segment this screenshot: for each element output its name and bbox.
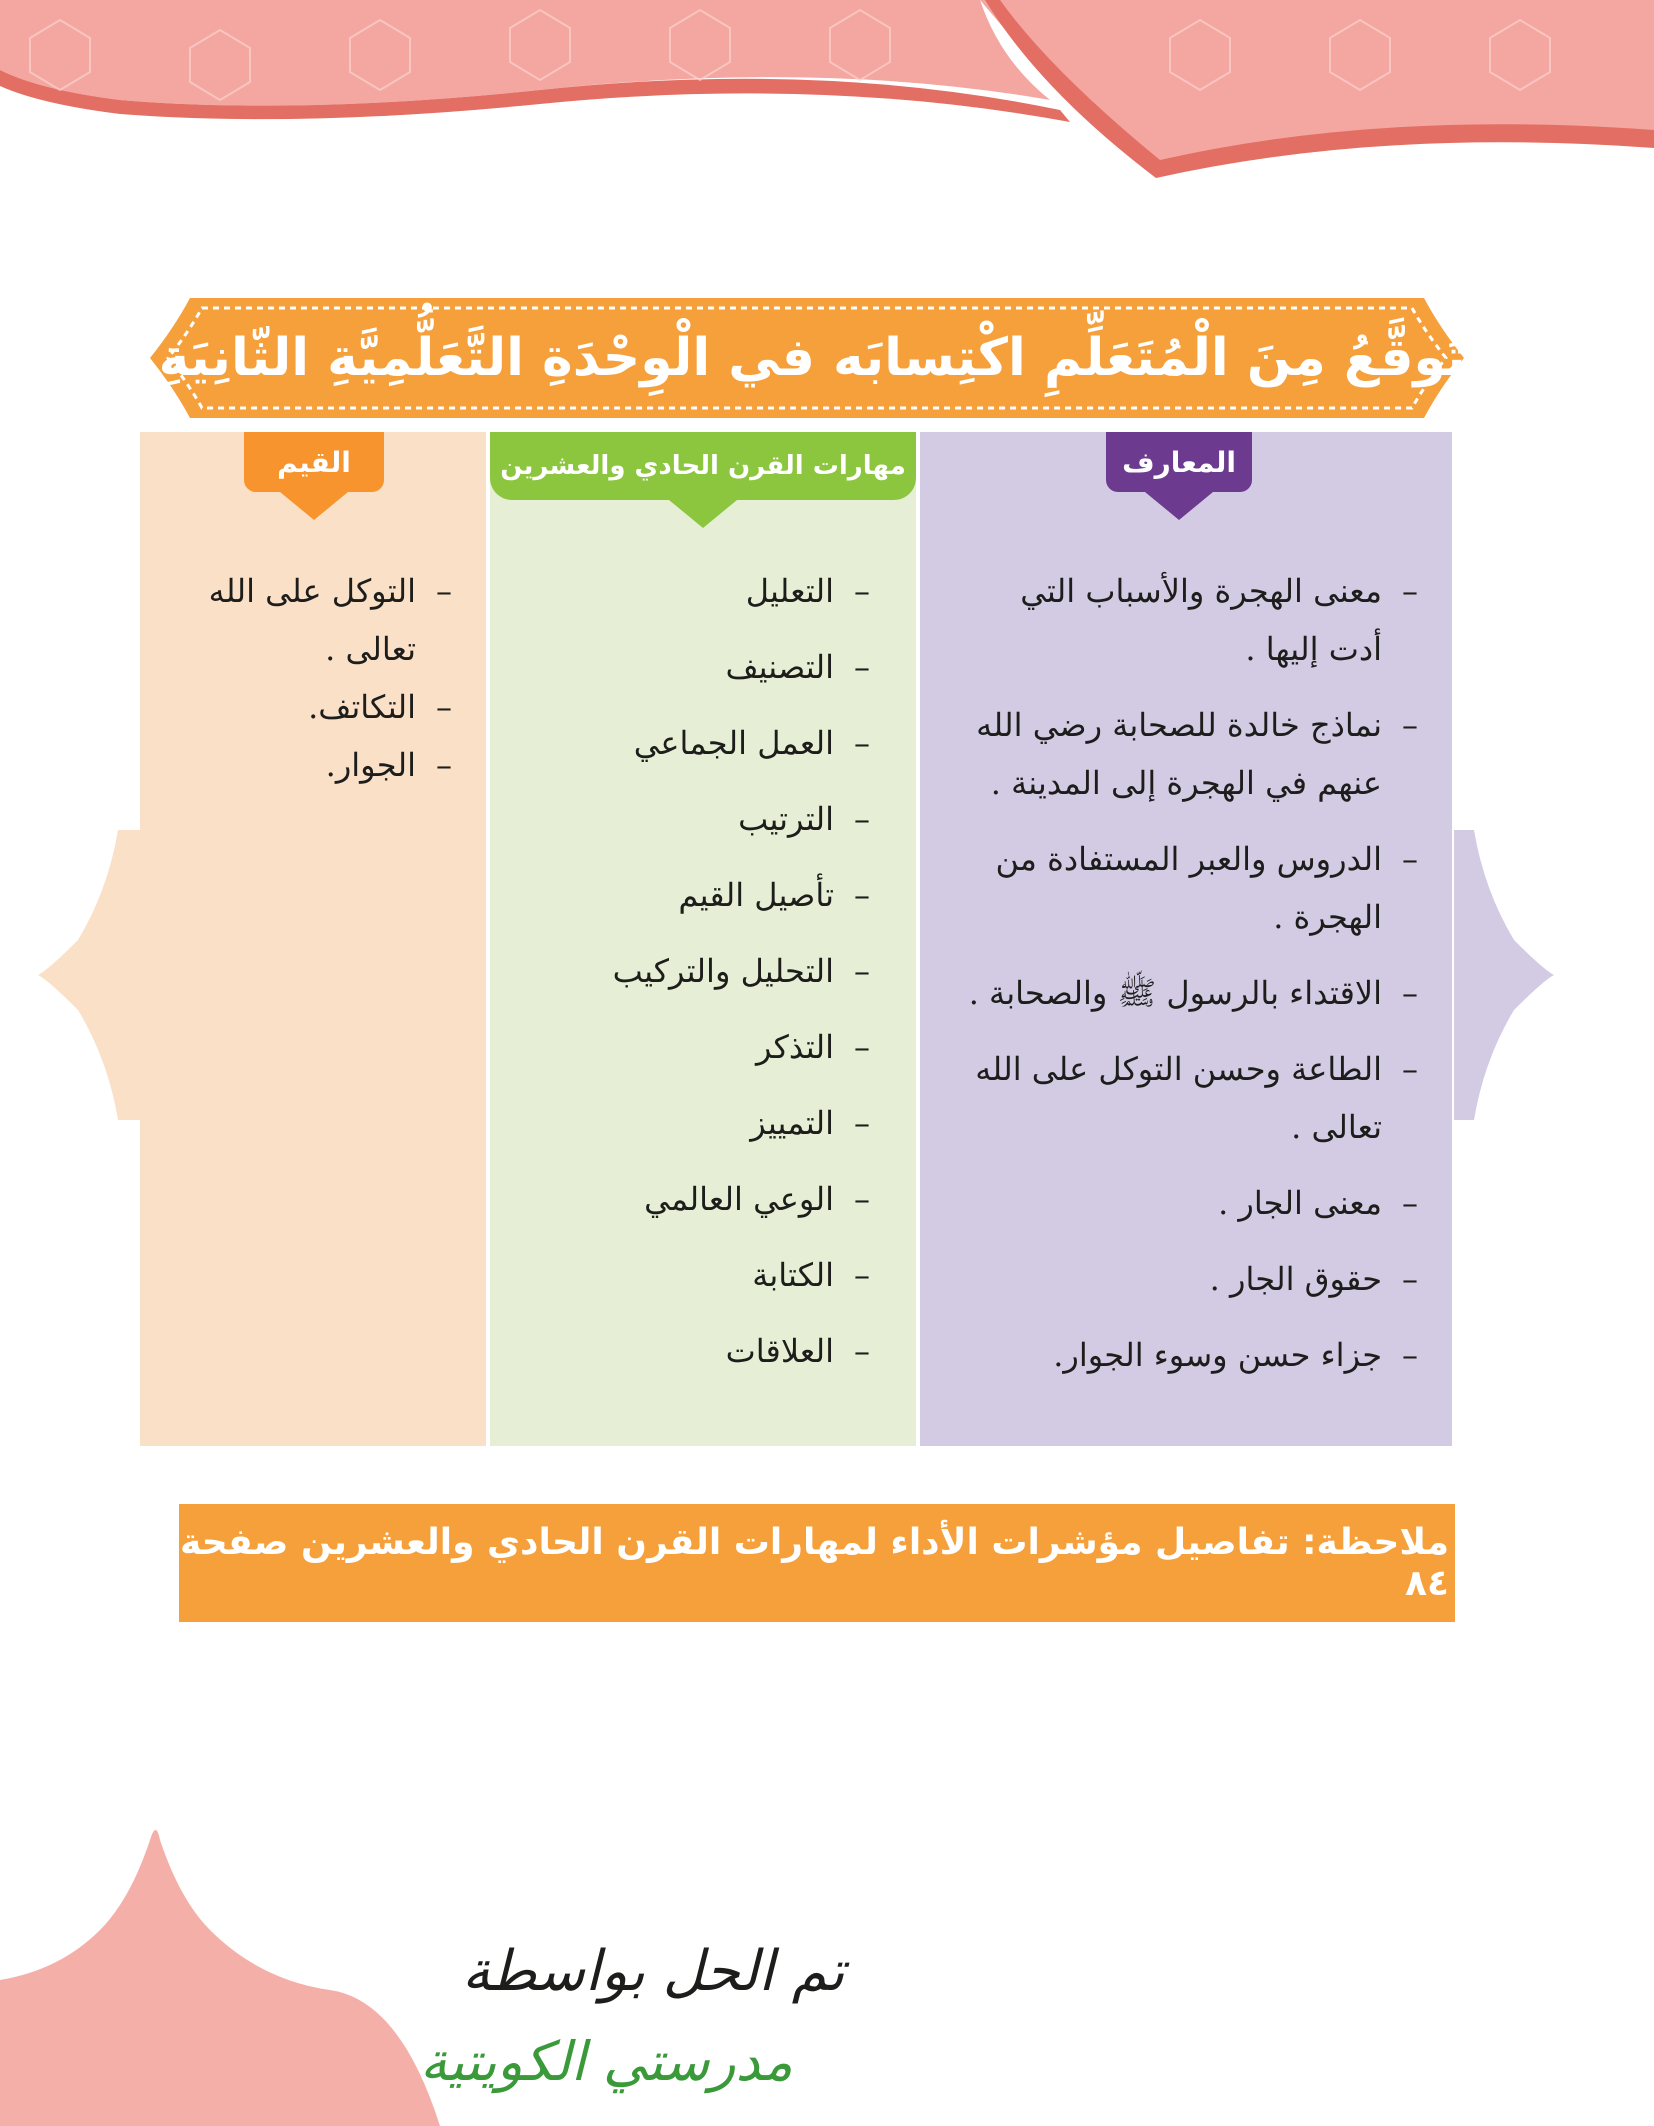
page-title: ما يُتَوقَّعُ مِنَ الْمُتَعَلِّمِ اكْتِسابَه في الْوِحْدَةِ التَّعَلُّمِيَّةِ الثّانِيَةِ ٢.١: [57, 328, 1557, 388]
list-item: – التوكل على الله تعالى .: [208, 572, 452, 668]
right-side-ornament: [1454, 830, 1554, 1120]
list-item: – الدروس والعبر المستفادة من الهجرة .: [995, 840, 1418, 936]
watermark-line1: تم الحل بواسطة: [462, 1939, 845, 2004]
solved-by-watermark: [0, 1820, 845, 2126]
watermark-line2: مدرستي الكويتية: [420, 2030, 793, 2093]
list-item: – معنى الهجرة والأسباب التي أدت إليها .: [1020, 572, 1418, 668]
list-item: – حقوق الجار .: [1209, 1260, 1418, 1298]
list-item: – تأصيل القيم: [678, 876, 870, 914]
knowledge-column: [920, 432, 1452, 1446]
list-item: – التمييز: [750, 1104, 870, 1142]
top-pattern-banner: [0, 0, 1654, 230]
dome-shape-icon: [0, 1830, 440, 2126]
note-text: ملاحظة: تفاصيل مؤشرات الأداء لمهارات القرن الحادي والعشرين صفحة ٨٤: [179, 1522, 1449, 1604]
values-header: [244, 432, 384, 492]
skills-header-label: مهارات القرن الحادي والعشرين: [500, 451, 906, 481]
list-item: – التعليل: [745, 572, 870, 610]
list-item: – الاقتداء بالرسول ﷺ والصحابة .: [968, 974, 1418, 1012]
knowledge-header-label: المعارف: [1122, 445, 1236, 479]
knowledge-header: [1106, 432, 1252, 492]
list-item: – العمل الجماعي: [633, 724, 870, 762]
list-item: – الطاعة وحسن التوكل على الله تعالى .: [975, 1050, 1418, 1146]
skills-list: [510, 562, 870, 1398]
list-item: – التصنيف: [725, 648, 870, 686]
list-item: – الوعي العالمي: [644, 1180, 870, 1218]
list-item: – التكاتف.: [308, 688, 452, 726]
values-header-label: القيم: [277, 445, 351, 479]
list-item: – التذكر: [756, 1028, 870, 1066]
list-item: – التحليل والتركيب: [612, 952, 870, 990]
list-item: – معنى الجار .: [1218, 1184, 1418, 1222]
skills-header: [490, 432, 916, 500]
values-list: [162, 562, 452, 794]
header-pointer: [280, 492, 348, 520]
list-item: – الجوار.: [325, 746, 452, 784]
list-item: – الترتيب: [738, 800, 870, 838]
list-item: – العلاقات: [725, 1332, 870, 1370]
knowledge-list: [958, 562, 1418, 1402]
header-pointer: [1145, 492, 1213, 520]
values-column: [140, 432, 486, 1446]
list-item: – نماذج خالدة للصحابة رضي الله عنهم في الهجرة إلى المدينة .: [976, 706, 1418, 802]
left-side-ornament: [38, 830, 148, 1120]
note-box: [179, 1504, 1455, 1622]
skills-column: [490, 432, 916, 1446]
list-item: – جزاء حسن وسوء الجوار.: [1053, 1336, 1418, 1374]
list-item: – الكتابة: [752, 1256, 870, 1294]
header-pointer: [669, 500, 737, 528]
